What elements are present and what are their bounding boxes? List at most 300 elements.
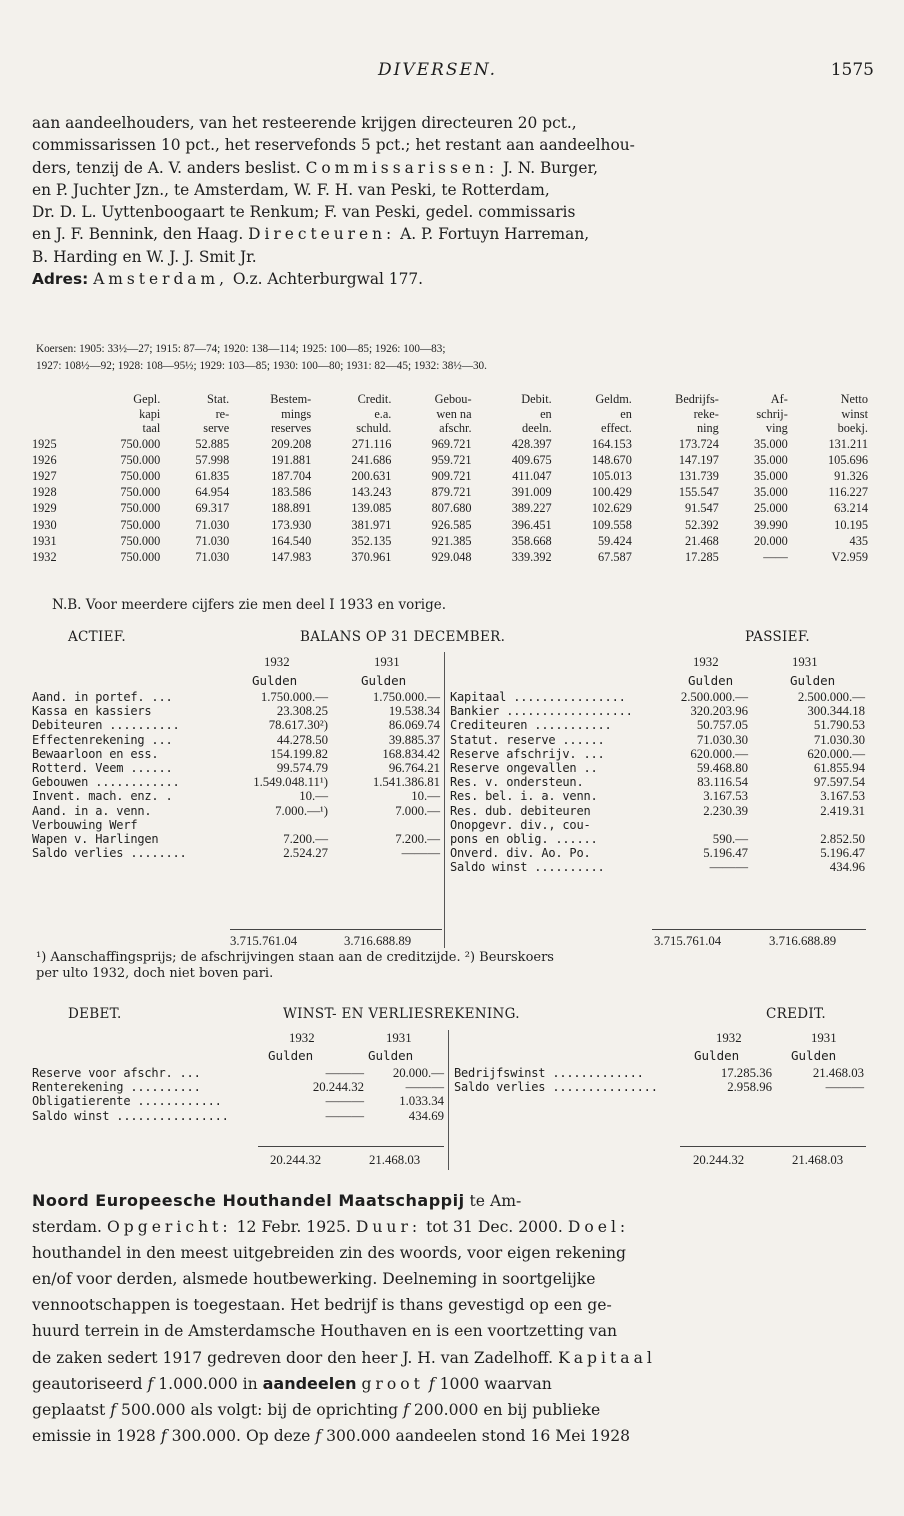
- winst-divider: [448, 1030, 449, 1170]
- stats-value-cell: 20.000: [753, 533, 788, 548]
- stats-value-cell: 909.721: [431, 468, 472, 483]
- ledger-amount: ———: [325, 1066, 364, 1080]
- ledger-label: Kassa en kassiers: [32, 704, 152, 719]
- ledger-row: [32, 1080, 444, 1094]
- passief-table: [450, 690, 865, 875]
- ledger-row: [454, 1080, 864, 1094]
- stats-value-cell: 21.468: [685, 533, 719, 548]
- winst-year-b-left: 1931: [386, 1031, 412, 1045]
- stats-value-cell: 57.998: [195, 452, 230, 467]
- debet-body: [32, 1066, 444, 1123]
- ledger-label: Verbouwing Werf: [32, 817, 138, 832]
- stats-value-cell: 409.675: [511, 452, 552, 467]
- ledger-label: Wapen v. Harlingen: [32, 832, 159, 847]
- stats-header-cell: en: [620, 406, 632, 421]
- stats-value-cell: 173.930: [271, 517, 312, 532]
- ledger-amount: 300.344.18: [807, 704, 865, 719]
- stats-value-cell: 926.585: [431, 517, 472, 532]
- commissarissen-label: Commissarissen:: [305, 158, 499, 177]
- ledger-amount: [328, 818, 440, 832]
- ledger-amount: 83.116.54: [697, 775, 748, 790]
- ledger-amount: 23.308.25: [276, 704, 328, 719]
- company-line-7-text: de zaken sedert 1917 gedreven door den heer J. H. van Zadelhoff.: [32, 1348, 554, 1367]
- stats-value-cell: 52.392: [685, 517, 719, 532]
- ledger-amount: 20.000.—: [392, 1066, 444, 1080]
- winst-right-title: CREDIT.: [766, 1006, 826, 1022]
- stats-header-cell: Af-: [770, 392, 788, 406]
- ledger-amount: 320.203.96: [690, 704, 748, 719]
- ledger-label: Onopgevr. div., cou-: [450, 817, 591, 832]
- stats-year-cell: 1930: [32, 517, 57, 532]
- company-city: sterdam.: [32, 1218, 102, 1237]
- stats-value-cell: 750.000: [120, 468, 161, 483]
- stats-value-cell: 164.153: [591, 436, 632, 451]
- stats-value-cell: 116.227: [828, 485, 868, 500]
- stats-header-cell: [30, 421, 82, 436]
- ledger-row: [450, 818, 865, 832]
- passief-body: [450, 690, 865, 875]
- ledger-amount: 39.885.37: [388, 732, 440, 747]
- ledger-label: Res. dub. debiteuren: [450, 803, 591, 818]
- stats-value-cell: 352.135: [351, 533, 392, 548]
- ledger-label: Res. v. ondersteun.: [450, 775, 584, 790]
- stats-value-cell: 35.000: [753, 468, 788, 483]
- stats-header-cell: e.a.: [374, 406, 392, 421]
- ledger-amount: [650, 818, 748, 832]
- intro-line-5: Dr. D. L. Uyttenboogaart te Renkum; F. van Peski, gedel. commissaris: [32, 203, 576, 222]
- ledger-amount: 5.196.47: [703, 846, 748, 861]
- stats-year-cell: 1925: [32, 436, 57, 451]
- stats-value-cell: 929.048: [431, 549, 472, 564]
- stats-value-cell: 921.385: [431, 533, 472, 548]
- stats-value-cell: 969.721: [431, 436, 472, 451]
- florin-sign: f: [428, 1374, 435, 1393]
- stats-header-cell: wen na: [436, 406, 472, 421]
- stats-value-cell: 63.214: [834, 501, 868, 516]
- stats-row: [30, 517, 870, 533]
- stats-value-cell: 750.000: [120, 436, 161, 451]
- ledger-row: [32, 1094, 444, 1108]
- ledger-amount: 2.524.27: [283, 846, 328, 861]
- ledger-amount: 1.549.048.11¹): [253, 775, 328, 790]
- winst-center-title: WINST- EN VERLIESREKENING.: [283, 1006, 520, 1022]
- intro-line-3: [32, 157, 874, 179]
- balans-unit-a-right: Gulden: [688, 673, 734, 688]
- balans-total-right-a: 3.715.761.04: [654, 934, 722, 948]
- ledger-amount: ———: [825, 1080, 864, 1095]
- stats-value-cell: 39.990: [753, 517, 788, 532]
- stats-header-cell: reke-: [693, 406, 719, 421]
- ledger-amount: 1.750.000.—: [372, 690, 440, 704]
- ledger-row: [32, 733, 440, 747]
- ledger-amount: 7.000.—¹): [275, 803, 328, 818]
- stats-year-cell: 1929: [32, 501, 57, 516]
- groot-label: groot: [361, 1374, 424, 1393]
- stats-header-cell: ving: [765, 421, 788, 435]
- stats-header-cell: re-: [215, 406, 230, 421]
- stats-value-cell: 396.451: [511, 517, 552, 532]
- stats-value-cell: 64.954: [195, 485, 230, 500]
- stats-value-cell: 131.211: [828, 436, 868, 451]
- stats-value-cell: 435: [849, 533, 868, 548]
- balans-center-title: BALANS OP 31 DECEMBER.: [300, 629, 506, 645]
- duur-text: tot 31 Dec. 2000.: [426, 1218, 563, 1237]
- ledger-row: [32, 761, 440, 775]
- stats-value-cell: 52.885: [195, 436, 230, 451]
- ledger-amount: 168.834.42: [382, 746, 440, 761]
- stats-header-cell: boekj.: [837, 421, 868, 435]
- ledger-amount: ———: [405, 1080, 444, 1095]
- winst-year-b-right: 1931: [811, 1031, 837, 1045]
- stats-value-cell: 61.835: [195, 468, 230, 483]
- financial-history-table: [30, 392, 870, 565]
- credit-table: [454, 1066, 864, 1094]
- stats-year-cell: 1932: [32, 549, 57, 564]
- ledger-amount: ———: [325, 1094, 364, 1109]
- ledger-label: Crediteuren ...........: [450, 718, 612, 733]
- company-line-5: vennootschappen is toegestaan. Het bedrijf is thans gevestigd op een ge-: [32, 1296, 612, 1315]
- ledger-row: [454, 1066, 864, 1080]
- stats-header-cell: schrij-: [756, 406, 788, 421]
- credit-body: [454, 1066, 864, 1094]
- ledger-label: Aand. in portef. ...: [32, 690, 173, 704]
- ledger-amount: 71.030.30: [696, 732, 748, 747]
- ledger-label: Effectenrekening ...: [32, 732, 173, 747]
- winst-total-left-a: 20.244.32: [270, 1153, 322, 1167]
- ledger-label: Bankier ..................: [450, 704, 633, 719]
- ledger-row: [450, 860, 865, 874]
- ledger-amount: 2.852.50: [820, 832, 865, 847]
- ledger-amount: 7.000.—: [395, 803, 440, 818]
- ledger-label: Gebouwen ............: [32, 775, 180, 790]
- stats-value-cell: 879.721: [431, 485, 472, 500]
- duur-label: Duur:: [355, 1218, 422, 1237]
- actief-table: [32, 690, 440, 860]
- stats-value-cell: 959.721: [431, 452, 472, 467]
- ledger-amount: 61.855.94: [813, 761, 865, 776]
- company-line-4: en/of voor derden, alsmede houtbewerking. Deelneming in soortgelijke: [32, 1270, 596, 1289]
- kapitaal-label: Kapitaal: [558, 1348, 656, 1367]
- ledger-amount: 96.764.21: [388, 761, 440, 776]
- ledger-row: [450, 775, 865, 789]
- stats-header-cell: Gepl.: [133, 392, 161, 406]
- balans-total-right-b: 3.716.688.89: [769, 934, 837, 948]
- stats-value-cell: 25.000: [753, 501, 788, 516]
- stats-value-cell: 358.668: [511, 533, 552, 548]
- emissie-tail: 300.000 aandeelen stond 16 Mei 1928: [326, 1426, 631, 1445]
- ledger-amount: 1.033.34: [399, 1094, 444, 1109]
- stats-header-cell: effect.: [601, 421, 632, 435]
- stats-value-cell: 147.983: [271, 549, 312, 564]
- stats-value-cell: 164.540: [271, 533, 312, 548]
- stats-value-cell: 71.030: [195, 533, 230, 548]
- stats-value-cell: 200.631: [351, 468, 392, 483]
- stats-value-cell: 147.197: [678, 452, 719, 467]
- ledger-amount: 10.—: [299, 789, 328, 804]
- ledger-amount: 17.285.36: [720, 1066, 772, 1080]
- ledger-row: [32, 804, 440, 818]
- stats-value-cell: 105.013: [591, 468, 632, 483]
- ledger-row: [450, 832, 865, 846]
- ledger-amount: 434.96: [829, 860, 865, 875]
- intro-line-1: aan aandeelhouders, van het resteerende krijgen directeuren 20 pct.,: [32, 114, 577, 132]
- adres-street: O.z. Achterburgwal 177.: [232, 270, 424, 289]
- debet-table: [32, 1066, 444, 1123]
- ledger-label: Reserve voor afschr. ...: [32, 1066, 201, 1080]
- company-line-3: houthandel in den meest uitgebreiden zin des woords, voor eigen rekening: [32, 1244, 627, 1263]
- company-line-8: [32, 1371, 874, 1397]
- stats-row: [30, 549, 870, 565]
- balans-unit-a-left: Gulden: [252, 673, 298, 688]
- winst-year-a-right: 1932: [716, 1031, 742, 1045]
- ledger-amount: ———: [401, 846, 440, 861]
- ledger-label: Saldo winst ................: [32, 1108, 229, 1123]
- ledger-amount: 620.000.—: [690, 746, 748, 761]
- ledger-row: [32, 747, 440, 761]
- company-name: Noord Europeesche Houthandel Maatschappij: [32, 1191, 465, 1210]
- koersen-block: [36, 341, 487, 375]
- ledger-label: Debiteuren ..........: [32, 718, 180, 733]
- ledger-label: Reserve ongevallen ..: [450, 761, 598, 776]
- florin-sign: f: [315, 1426, 322, 1445]
- stats-value-cell: 148.670: [591, 452, 632, 467]
- ledger-row: [450, 690, 865, 704]
- balans-divider: [444, 652, 445, 948]
- ledger-amount: 3.167.53: [703, 789, 748, 804]
- stats-value-cell: 10.195: [834, 517, 868, 532]
- stats-value-cell: 91.326: [834, 468, 868, 483]
- stats-value-cell: 188.891: [271, 501, 312, 516]
- stats-header-cell: deeln.: [521, 421, 552, 435]
- ledger-label: Res. bel. i. a. venn.: [450, 789, 598, 804]
- geplaatst-word: geplaatst: [32, 1400, 106, 1419]
- ledger-amount: 7.200.—: [395, 832, 440, 847]
- balans-right-title: PASSIEF.: [745, 629, 810, 645]
- adres-city: Amsterdam,: [93, 270, 228, 289]
- ledger-amount: 2.500.000.—: [797, 690, 865, 704]
- balans-year-b-right: 1931: [792, 655, 818, 669]
- actief-body: [32, 690, 440, 860]
- ledger-row: [32, 818, 440, 832]
- ledger-amount: 21.468.03: [812, 1066, 864, 1080]
- stats-value-cell: 428.397: [511, 436, 552, 451]
- directeuren-text: A. P. Fortuyn Harreman,: [400, 225, 590, 244]
- adres-label: Adres:: [32, 270, 89, 289]
- balans-unit-b-right: Gulden: [790, 673, 836, 688]
- ledger-row: [32, 775, 440, 789]
- stats-value-cell: 271.116: [351, 436, 392, 451]
- ledger-amount: 3.167.53: [820, 789, 865, 804]
- winst-left-title: DEBET.: [68, 1006, 122, 1022]
- ledger-amount: ———: [709, 860, 748, 875]
- stats-value-cell: 71.030: [195, 549, 230, 564]
- stats-value-cell: 35.000: [753, 485, 788, 500]
- winst-right-total-rule: [680, 1146, 866, 1147]
- ledger-amount: 78.617.30²): [268, 718, 328, 733]
- intro-line-2: commissarissen 10 pct., het reservefonds 5 pct.; het restant aan aandeelhou-: [32, 136, 635, 155]
- ledger-label: Saldo verlies ........: [32, 846, 187, 861]
- company-line-9: [32, 1397, 874, 1423]
- stats-value-cell: 750.000: [120, 549, 161, 564]
- stats-value-cell: 183.586: [271, 485, 312, 500]
- stats-value-cell: 750.000: [120, 533, 161, 548]
- ledger-amount: 71.030.30: [813, 732, 865, 747]
- stats-header-cell: kapi: [139, 406, 161, 421]
- stats-row: [30, 500, 870, 516]
- commissarissen-start: J. N. Burger,: [502, 158, 599, 177]
- opgericht-label: Opgericht:: [106, 1218, 232, 1237]
- stats-value-cell: 69.317: [195, 501, 230, 516]
- winst-total-left-b: 21.468.03: [369, 1153, 421, 1167]
- note-text: N.B. Voor meerdere cijfers zie men deel I 1933 en vorige.: [52, 597, 446, 613]
- balans-total-left-b: 3.716.688.89: [344, 934, 412, 948]
- stats-header-cell: taal: [142, 421, 161, 435]
- ledger-amount: 1.750.000.—: [260, 690, 328, 704]
- ledger-label: Bedrijfswinst .............: [454, 1066, 644, 1080]
- ledger-label: Aand. in a. venn.: [32, 803, 152, 818]
- ledger-row: [450, 704, 865, 718]
- stats-year-cell: 1927: [32, 468, 57, 483]
- stats-value-cell: 67.587: [598, 549, 632, 564]
- ledger-amount: 10.—: [411, 789, 440, 804]
- company-line-1: [32, 1188, 874, 1214]
- page-number: 1575: [830, 60, 874, 80]
- stats-value-cell: 139.085: [351, 501, 392, 516]
- stats-header-row: [30, 392, 870, 407]
- ledger-row: [450, 718, 865, 732]
- stats-value-cell: V2.959: [831, 549, 868, 564]
- stats-row: [30, 484, 870, 500]
- ledger-amount: 7.200.—: [283, 832, 328, 847]
- kapitaal-amount: 1.000.000 in: [158, 1374, 258, 1393]
- balans-right-total-rule: [652, 929, 866, 930]
- ledger-amount: 590.—: [712, 832, 748, 847]
- balans-unit-b-left: Gulden: [361, 673, 407, 688]
- balans-year-a-left: 1932: [264, 655, 290, 669]
- kapitaal-authorised: geautoriseerd: [32, 1374, 143, 1393]
- florin-sign: f: [110, 1400, 117, 1419]
- stats-value-cell: 191.881: [271, 452, 312, 467]
- ledger-amount: 2.958.96: [727, 1080, 772, 1095]
- emissie-text: emissie in 1928: [32, 1426, 156, 1445]
- stats-header-cell: reserves: [270, 421, 312, 435]
- winst-unit-b-left: Gulden: [368, 1048, 414, 1063]
- aandeelen-word: aandeelen: [262, 1373, 357, 1393]
- florin-sign: f: [147, 1374, 154, 1393]
- ledger-amount: 19.538.34: [388, 704, 440, 719]
- ledger-amount: [228, 818, 328, 832]
- balans-year-b-left: 1931: [374, 655, 400, 669]
- stats-header-cell: Netto: [840, 392, 868, 406]
- stats-value-cell: 370.961: [351, 549, 392, 564]
- stats-value-cell: 105.696: [828, 452, 868, 467]
- stats-header-row: [30, 421, 870, 436]
- stats-header-cell: Stat.: [207, 392, 230, 406]
- ledger-row: [450, 733, 865, 747]
- stats-value-cell: 71.030: [195, 517, 230, 532]
- stats-value-cell: 109.558: [591, 517, 632, 532]
- ledger-label: Saldo verlies ...............: [454, 1080, 658, 1095]
- ledger-label: Reserve afschrijv. ...: [450, 746, 605, 761]
- ledger-label: Rotterd. Veem ......: [32, 761, 173, 776]
- company-paragraph: [32, 1188, 874, 1449]
- stats-value-cell: 131.739: [678, 468, 719, 483]
- ledger-row: [32, 704, 440, 718]
- ledger-row: [32, 789, 440, 803]
- ledger-row: [450, 747, 865, 761]
- stats-value-cell: 750.000: [120, 485, 161, 500]
- ledger-amount: 97.597.54: [813, 775, 865, 790]
- winst-unit-a-left: Gulden: [268, 1048, 314, 1063]
- balans-left-title: ACTIEF.: [68, 629, 126, 645]
- winst-year-a-left: 1932: [289, 1031, 315, 1045]
- ledger-amount: 620.000.—: [807, 746, 865, 761]
- running-header-title: DIVERSEN.: [378, 60, 498, 80]
- stats-year-cell: 1926: [32, 452, 57, 467]
- florin-sign: f: [403, 1400, 409, 1419]
- stats-value-cell: 750.000: [120, 517, 161, 532]
- stats-value-cell: 143.243: [351, 485, 392, 500]
- winst-left-total-rule: [258, 1146, 444, 1147]
- ledger-row: [32, 690, 440, 704]
- placement-tail: 200.000 en bij publieke: [413, 1400, 601, 1419]
- stats-value-cell: ——: [763, 549, 788, 564]
- company-line-10: [32, 1423, 874, 1449]
- ledger-label: pons en oblig. ......: [450, 832, 598, 847]
- ledger-row: [450, 761, 865, 775]
- ledger-row: [32, 846, 440, 860]
- florin-sign: f: [160, 1426, 167, 1445]
- stats-value-cell: 59.424: [598, 533, 632, 548]
- stats-value-cell: 102.629: [591, 501, 632, 516]
- address-line: [32, 268, 874, 290]
- stats-value-cell: 750.000: [120, 452, 161, 467]
- ledger-row: [450, 789, 865, 803]
- stats-header-cell: schuld.: [356, 421, 392, 435]
- winst-unit-b-right: Gulden: [791, 1048, 837, 1063]
- company-line-2: [32, 1214, 874, 1240]
- stats-value-cell: 339.392: [511, 549, 552, 564]
- stats-year-cell: 1928: [32, 485, 57, 500]
- stats-row: [30, 533, 870, 549]
- ledger-amount: 59.468.80: [696, 761, 748, 776]
- ledger-amount: 5.196.47: [820, 846, 865, 861]
- stats-value-cell: 807.680: [431, 501, 472, 516]
- ledger-row: [32, 1066, 444, 1080]
- placement-text: 500.000 als volgt: bij de oprichting: [121, 1400, 399, 1419]
- intro-line-4: en P. Juchter Jzn., te Amsterdam, W. F. H. van Peski, te Rotterdam,: [32, 180, 550, 199]
- ledger-row: [450, 804, 865, 818]
- ledger-amount: 2.500.000.—: [680, 690, 748, 704]
- ledger-label: Saldo winst ..........: [450, 860, 605, 875]
- directeuren-label: Directeuren:: [248, 225, 396, 244]
- share-size: 1000 waarvan: [439, 1374, 552, 1393]
- stats-header-cell: en: [540, 406, 552, 421]
- ledger-amount: [748, 818, 865, 832]
- doel-label: Doel:: [567, 1218, 630, 1237]
- stats-header-cell: Credit.: [357, 392, 392, 406]
- company-line-1-tail: te Am-: [469, 1192, 522, 1210]
- stats-value-cell: 411.047: [512, 468, 552, 483]
- stats-row: [30, 452, 870, 468]
- intro-paragraph: [32, 112, 874, 290]
- balans-left-total-rule: [230, 929, 442, 930]
- ledger-label: Onverd. div. Ao. Po.: [450, 846, 591, 861]
- ledger-amount: 44.278.50: [276, 732, 328, 747]
- financial-history-header: [30, 392, 870, 436]
- ledger-label: Kapitaal ................: [450, 690, 626, 704]
- stats-header-cell: [30, 392, 82, 407]
